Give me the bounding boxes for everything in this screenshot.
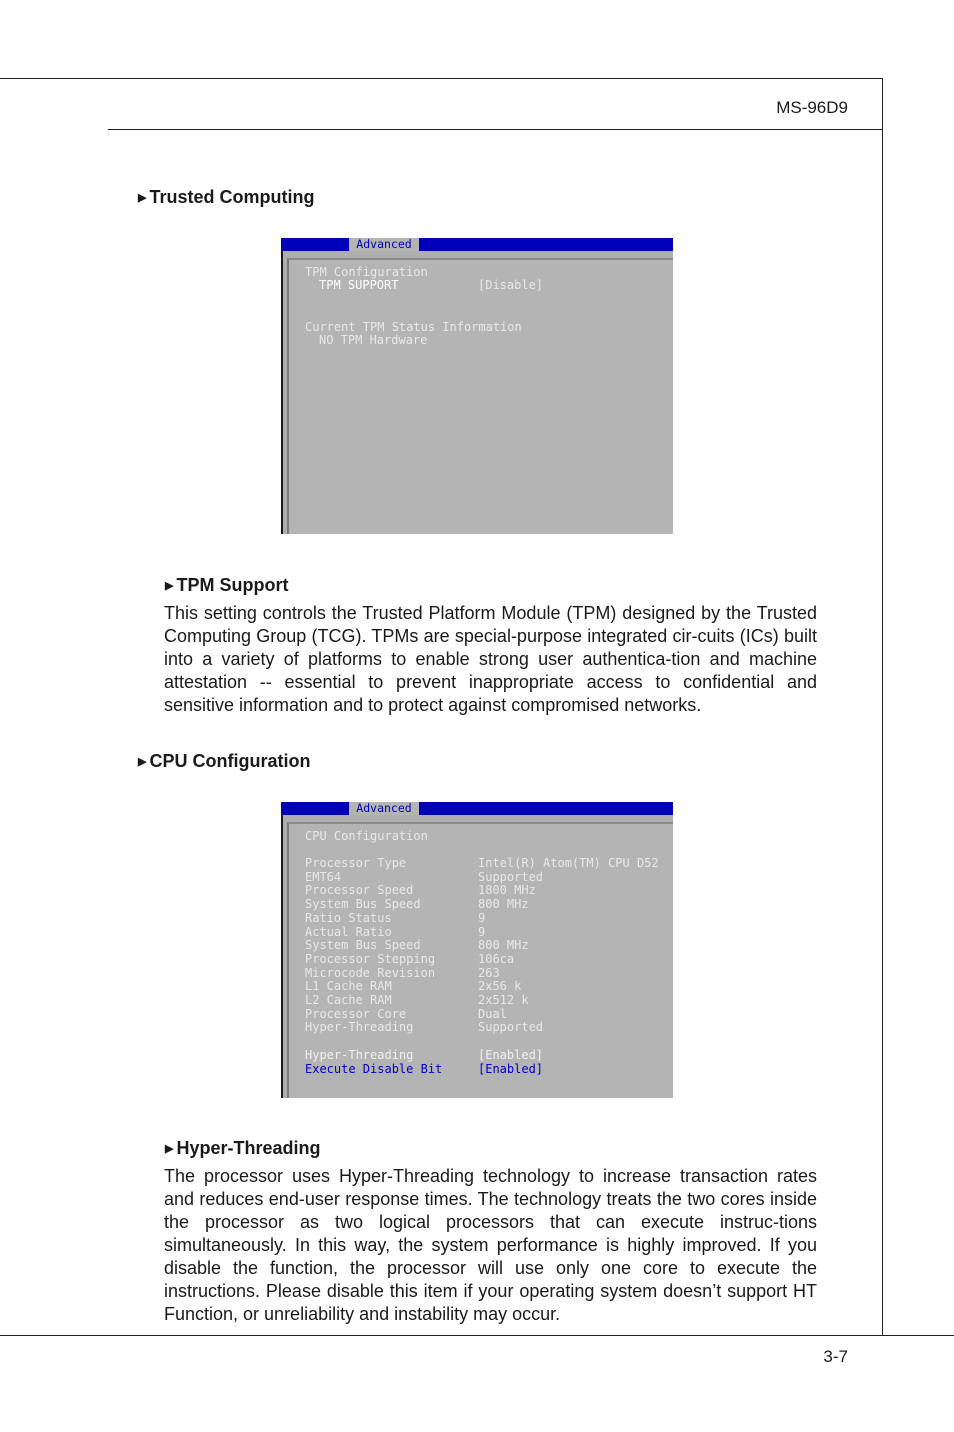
bios-cpu-row-label: Processor Type <box>305 856 407 870</box>
triangle-bullet-icon: ▶ <box>138 192 147 204</box>
tpm-support-heading: ▶ TPM Support <box>165 575 289 595</box>
hyper-threading-description: The processor uses Hyper-Threading technology to increase transaction rates and reduces end-user response times. The technology treats the two cores inside the processor as two logical processors that can execute instruc-tions simultaneously. In this way, the system performance is highly improved. If you disable the function, the processor will use only one core to execute the instructions. Please disable this item if your operating system doesn’t support HT Function, or unreliability and instability may occur. <box>164 1166 817 1324</box>
bios-cpu-row-value: 2x56 k <box>478 979 522 994</box>
triangle-bullet-icon: ▶ <box>138 756 147 768</box>
bios-cpu-row-label: EMT64 <box>305 869 342 884</box>
bios-menu-bar <box>281 802 673 815</box>
bios-cpu-row-value: Dual <box>478 1006 507 1021</box>
bios-cpu-row-label: Actual Ratio <box>305 924 392 939</box>
bios-tpm-status-heading: Current TPM Status Information <box>305 320 522 334</box>
bios-cpu-screenshot <box>281 802 673 1098</box>
bios-cpu-row-value: 2x512 k <box>478 993 529 1007</box>
bios-cpu-row-label: Processor Core <box>305 1006 407 1021</box>
bios-cpu-row-value: 9 <box>478 924 486 939</box>
bios-cpu-row-value: 263 <box>478 965 500 980</box>
bios-cpu-row-label: System Bus Speed <box>305 938 421 953</box>
bios-panel <box>287 258 673 534</box>
bios-cpu-row-value: 9 <box>478 910 486 925</box>
trusted-computing-heading: ▶ Trusted Computing <box>138 187 315 207</box>
top-rule <box>0 78 882 79</box>
cpu-configuration-heading: ▶ CPU Configuration <box>138 751 311 771</box>
header-rule <box>108 129 882 130</box>
bios-cpu-row-value: Intel(R) Atom(TM) CPU D52 <box>478 856 659 870</box>
bios-cpu-row-label: L1 Cache RAM <box>305 979 392 994</box>
bios-cpu-row-value: 106ca <box>478 951 515 966</box>
page-number: 3-7 <box>823 1347 848 1366</box>
bottom-rule <box>0 1335 954 1336</box>
bios-cpu-row-label: Processor Stepping <box>305 951 436 966</box>
bios-cpu-row-label: Ratio Status <box>305 910 392 925</box>
tpm-support-description: This setting controls the Trusted Platform Module (TPM) designed by the Trusted Computing Group (TCG). TPMs are special-purpose integrated cir-cuits (ICs) built into a variety of platforms to enable strong user authentica-tion and machine attestation -- essential to prevent inappropriate access to confidential and sensitive information and to protect against compromised networks. <box>164 603 817 715</box>
bios-cpu-option-value: [Enabled] <box>478 1048 544 1062</box>
bios-cpu-heading: CPU Configuration <box>305 829 428 843</box>
bios-tpm-heading: TPM Configuration <box>305 265 428 279</box>
bios-cpu-row-value: 800 MHz <box>478 897 529 912</box>
bios-cpu-row-value: 1800 MHz <box>478 883 536 898</box>
bios-cpu-row-value: Supported <box>478 1020 544 1035</box>
right-rule <box>882 78 883 1335</box>
hyper-threading-heading: ▶ Hyper-Threading <box>165 1138 321 1158</box>
bios-cpu-row-label: Hyper-Threading <box>305 1020 414 1035</box>
bios-tpm-status-value: NO TPM Hardware <box>319 333 428 347</box>
bios-cpu-row-value: Supported <box>478 869 544 884</box>
model-number: MS-96D9 <box>776 98 848 117</box>
bios-tpm-support-value: [Disable] <box>478 278 544 292</box>
bios-cpu-row-label: Processor Speed <box>305 883 414 898</box>
bios-menu-bar <box>281 238 673 251</box>
bios-cpu-option-label: Hyper-Threading <box>305 1048 414 1062</box>
bios-tpm-support-label: TPM SUPPORT <box>319 278 399 292</box>
bios-tpm-screenshot <box>281 238 673 534</box>
bios-cpu-row-label: L2 Cache RAM <box>305 993 392 1007</box>
bios-cpu-option-label: Execute Disable Bit <box>305 1061 443 1076</box>
bios-cpu-option-value: [Enabled] <box>478 1061 544 1076</box>
bios-cpu-row-value: 800 MHz <box>478 938 529 953</box>
bios-tab-advanced: Advanced <box>349 802 419 815</box>
bios-cpu-row-label: System Bus Speed <box>305 897 421 912</box>
triangle-bullet-icon: ▶ <box>165 580 174 592</box>
bios-tab-advanced: Advanced <box>349 238 419 251</box>
bios-cpu-row-label: Microcode Revision <box>305 965 436 980</box>
triangle-bullet-icon: ▶ <box>165 1143 174 1155</box>
